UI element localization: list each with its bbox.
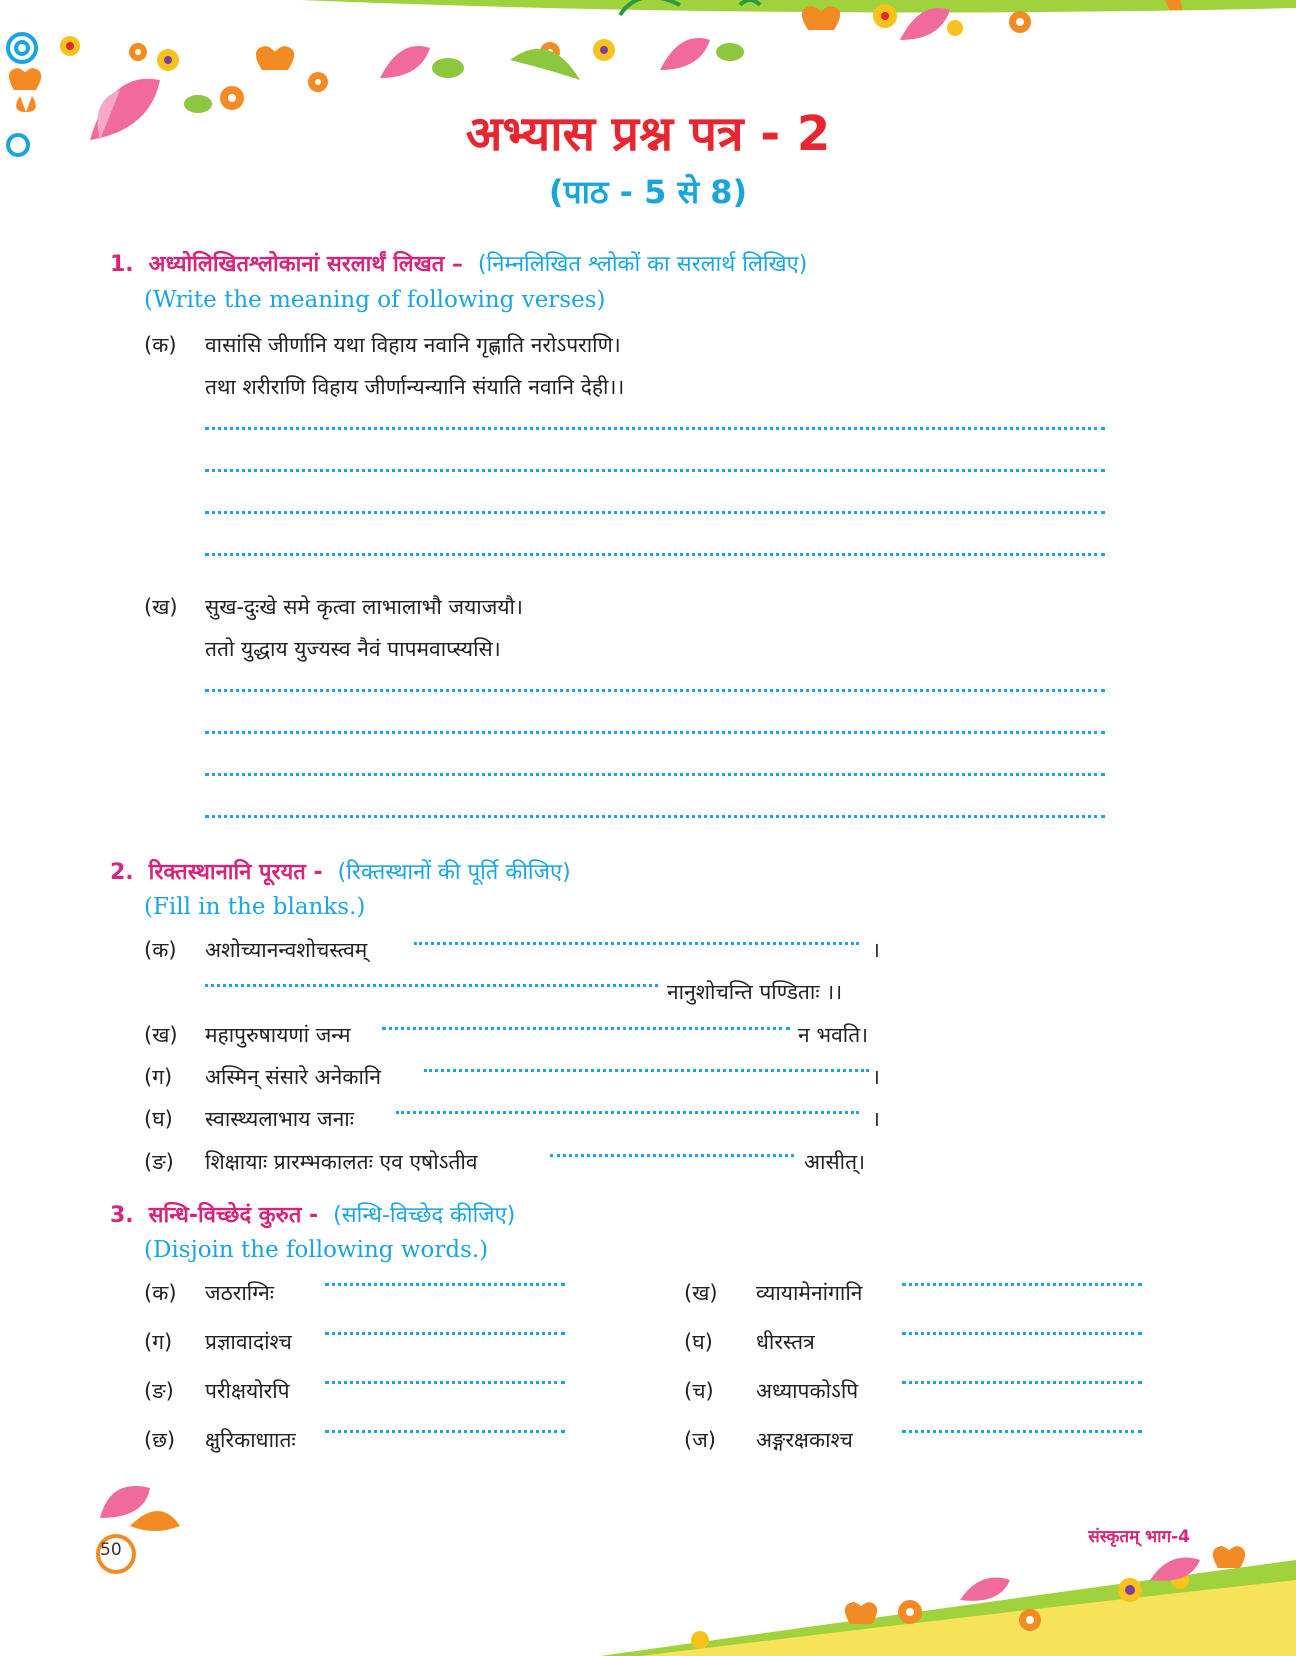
item-label: (घ) <box>144 1107 173 1131</box>
question-number: 1. <box>110 252 134 277</box>
sandhi-word: क्षुरिकाधाातः <box>205 1428 296 1452</box>
blank-suffix: । <box>872 938 880 962</box>
blank-line[interactable] <box>424 1069 869 1072</box>
answer-line[interactable] <box>205 731 1105 734</box>
answer-line[interactable] <box>325 1332 565 1335</box>
blank-prefix: महापुरुषायणां जन्म <box>205 1023 351 1047</box>
sandhi-word: अध्यापकोऽपि <box>756 1379 859 1403</box>
question-hindi: (निम्नलिखित श्लोकों का सरलार्थ लिखिए) <box>477 252 808 277</box>
question-sanskrit: अध्योलिखितश्लोकानां सरलार्थं लिखत – <box>148 252 463 277</box>
item-label: (घ) <box>684 1330 713 1354</box>
answer-line[interactable] <box>325 1381 565 1384</box>
answer-line[interactable] <box>902 1283 1142 1286</box>
item-label: (ग) <box>144 1065 173 1089</box>
item-label: (ख) <box>684 1281 718 1305</box>
answer-line[interactable] <box>902 1332 1142 1335</box>
item-label: (ग) <box>144 1330 173 1354</box>
item-label: (क) <box>144 333 177 357</box>
answer-line[interactable] <box>325 1430 565 1433</box>
answer-line[interactable] <box>205 469 1105 472</box>
question-hindi: (रिक्तस्थानों की पूर्ति कीजिए) <box>337 860 571 885</box>
answer-line[interactable] <box>325 1283 565 1286</box>
item-label: (ङ) <box>144 1379 174 1403</box>
verse-line: ततो युद्धाय युज्यस्व नैवं पापमवाप्स्यसि। <box>205 637 501 661</box>
answer-line[interactable] <box>205 815 1105 818</box>
blank-line[interactable] <box>414 942 859 945</box>
item-label: (ज) <box>684 1428 716 1452</box>
answer-line[interactable] <box>205 689 1105 692</box>
blank-prefix: अस्मिन् संसारे अनेकानि <box>205 1065 381 1089</box>
answer-line[interactable] <box>205 511 1105 514</box>
book-title: संस्कृतम् भाग-4 <box>1088 1527 1190 1547</box>
page-subtitle: (पाठ - 5 से 8) <box>548 173 748 211</box>
question-1-heading <box>110 248 807 278</box>
blank-line[interactable] <box>396 1111 859 1114</box>
sandhi-word: प्रज्ञावादांश्च <box>205 1330 292 1354</box>
question-sanskrit: सन्धि-विच्छेदं कुरुत - <box>148 1203 319 1228</box>
question-english: (Write the meaning of following verses) <box>144 287 606 313</box>
question-hindi: (सन्धि-विच्छेद कीजिए) <box>333 1203 516 1228</box>
sandhi-word: धीरस्तत्र <box>756 1330 815 1354</box>
answer-line[interactable] <box>205 427 1105 430</box>
sandhi-word: परीक्षयोरपि <box>205 1379 290 1403</box>
verse-line: सुख-दुःखे समे कृत्वा लाभालाभौ जयाजयौ। <box>205 595 523 619</box>
question-3-heading <box>110 1199 515 1229</box>
sandhi-word: व्यायामेनांगानि <box>756 1281 863 1305</box>
blank-suffix: नानुशोचन्ति पण्डिताः ।। <box>667 980 843 1004</box>
item-label: (च) <box>684 1379 714 1403</box>
item-label: (ख) <box>144 595 178 619</box>
blank-line[interactable] <box>205 984 658 987</box>
page-title: अभ्यास प्रश्न पत्र - 2 <box>465 106 831 162</box>
answer-line[interactable] <box>205 553 1105 556</box>
blank-line[interactable] <box>382 1027 790 1030</box>
blank-prefix: शिक्षायाः प्रारम्भकालतः एव एषोऽतीव <box>205 1150 478 1174</box>
blank-prefix: स्वास्थ्यलाभाय जनाः <box>205 1107 354 1131</box>
sandhi-word: जठराग्निः <box>205 1281 275 1305</box>
blank-suffix: आसीत्। <box>804 1150 866 1174</box>
question-english: (Fill in the blanks.) <box>144 894 366 920</box>
blank-suffix: । <box>872 1107 880 1131</box>
item-label: (क) <box>144 1281 177 1305</box>
question-number: 3. <box>110 1203 134 1228</box>
answer-line[interactable] <box>902 1381 1142 1384</box>
blank-prefix: अशोच्यानन्वशोचस्त्वम् <box>205 938 368 962</box>
page-number: 50 <box>100 1540 122 1560</box>
item-label: (ङ) <box>144 1150 174 1174</box>
blank-suffix: । <box>872 1065 880 1089</box>
item-label: (छ) <box>144 1428 176 1452</box>
page-badge-icon <box>96 1486 180 1574</box>
question-number: 2. <box>110 860 134 885</box>
blank-suffix: न भवति। <box>798 1023 869 1047</box>
blank-line[interactable] <box>550 1154 794 1157</box>
question-sanskrit: रिक्तस्थानानि पूरयत - <box>148 860 323 885</box>
question-2-heading <box>110 856 571 886</box>
item-label: (ख) <box>144 1023 178 1047</box>
answer-line[interactable] <box>205 773 1105 776</box>
sandhi-word: अङ्गरक्षकाश्च <box>756 1428 853 1452</box>
answer-line[interactable] <box>902 1430 1142 1433</box>
item-label: (क) <box>144 938 177 962</box>
verse-line: तथा शरीराणि विहाय जीर्णान्यन्यानि संयाति नवानि देही।। <box>205 375 625 399</box>
question-english: (Disjoin the following words.) <box>144 1237 489 1263</box>
verse-line: वासांसि जीर्णानि यथा विहाय नवानि गृह्णाति नरोऽपराणि। <box>205 333 621 357</box>
